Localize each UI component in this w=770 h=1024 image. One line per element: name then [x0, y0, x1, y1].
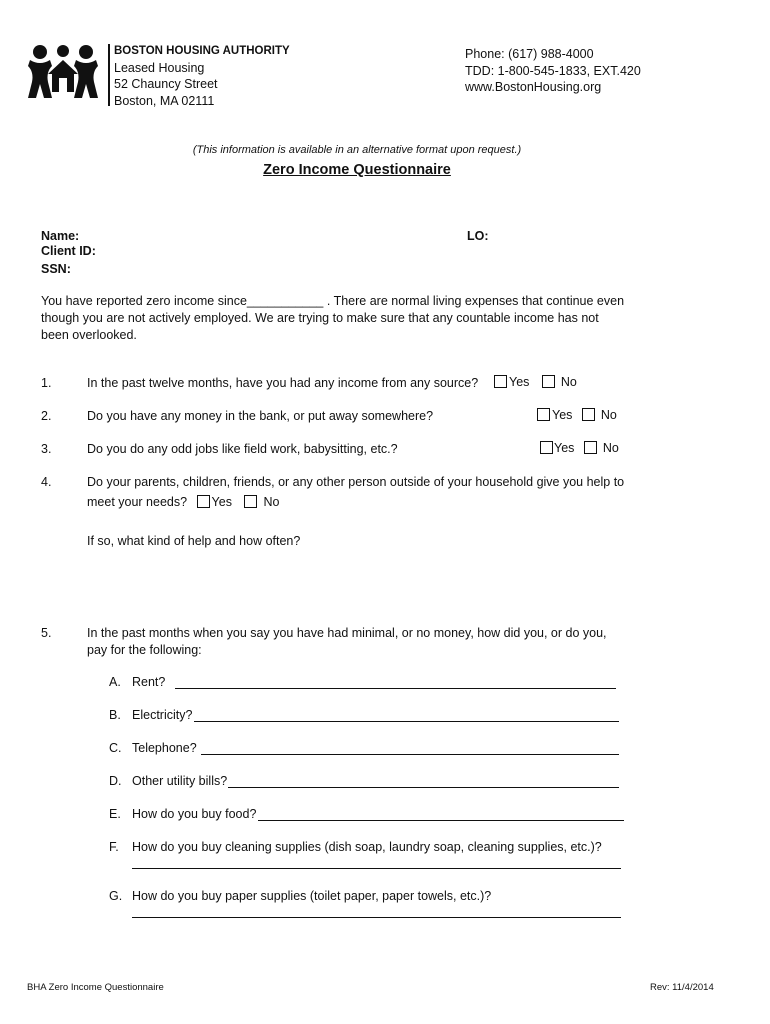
subitem-c-letter: C.: [109, 741, 122, 755]
question-4-followup: If so, what kind of help and how often?: [87, 534, 301, 548]
org-address-block: [114, 43, 290, 109]
contact-website: www.BostonHousing.org: [465, 80, 602, 94]
question-3-number: 3.: [41, 442, 52, 456]
name-label: Name:: [41, 229, 80, 243]
question-2-answers: [537, 408, 617, 422]
intro-line-1: You have reported zero income since___________ . There are normal living expenses that continue even: [41, 294, 625, 308]
footer-revision: Rev: 11/4/2014: [650, 982, 714, 993]
subitem-e-letter: E.: [109, 807, 121, 821]
subitem-e-answer-line[interactable]: [258, 820, 624, 821]
question-1-answers: [494, 375, 577, 389]
header-divider: [108, 44, 110, 106]
q4-yes-label: Yes: [211, 495, 232, 509]
subitem-a-text: Rent?: [132, 675, 166, 689]
q1-no-label: No: [560, 375, 577, 389]
question-4-text: Do your parents, children, friends, or any other person outside of your household give you help to: [87, 475, 625, 489]
subitem-c-answer-line[interactable]: [201, 754, 619, 755]
subitem-f-text: How do you buy cleaning supplies (dish soap, laundry soap, cleaning supplies, etc.)?: [132, 840, 602, 854]
subitem-b-text: Electricity?: [132, 708, 193, 722]
q3-yes-checkbox[interactable]: [540, 441, 553, 454]
client-id-label: Client ID:: [41, 244, 96, 258]
subitem-f-answer-line[interactable]: [132, 868, 621, 869]
intro-line-3: been overlooked.: [41, 328, 137, 342]
question-4-number: 4.: [41, 475, 52, 489]
intro-paragraph: [41, 293, 624, 344]
subitem-e-text: How do you buy food?: [132, 807, 257, 821]
question-2-text: Do you have any money in the bank, or put away somewhere?: [87, 409, 434, 423]
subitem-b-answer-line[interactable]: [194, 721, 619, 722]
question-3-answers: [540, 441, 619, 455]
question-4-line-2: [87, 495, 279, 509]
question-4-text-2: meet your needs?: [87, 495, 188, 509]
footer-left: BHA Zero Income Questionnaire: [27, 982, 164, 993]
subitem-d-answer-line[interactable]: [228, 787, 619, 788]
q2-no-label: No: [600, 408, 617, 422]
subitem-d-letter: D.: [109, 774, 122, 788]
subitem-g-answer-line[interactable]: [132, 917, 621, 918]
bha-logo-icon: [26, 42, 100, 102]
subitem-g-text: How do you buy paper supplies (toilet paper, paper towels, etc.)?: [132, 889, 492, 903]
lo-label: LO:: [467, 229, 489, 243]
question-5-text-2: pay for the following:: [87, 643, 202, 657]
ssn-label: SSN:: [41, 262, 71, 276]
subitem-a-letter: A.: [109, 675, 121, 689]
subitem-b-letter: B.: [109, 708, 121, 722]
question-5-number: 5.: [41, 626, 52, 640]
question-3-text: Do you do any odd jobs like field work, babysitting, etc.?: [87, 442, 398, 456]
q3-no-label: No: [602, 441, 619, 455]
org-name: BOSTON HOUSING AUTHORITY: [114, 45, 290, 57]
q1-yes-label: Yes: [509, 375, 530, 389]
q3-yes-label: Yes: [554, 441, 575, 455]
q1-no-checkbox[interactable]: [542, 375, 555, 388]
intro-line-2: though you are not actively employed. We are trying to make sure that any countable income has not: [41, 311, 599, 325]
alt-format-note: (This information is available in an alternative format upon request.): [192, 144, 522, 156]
q2-yes-label: Yes: [552, 408, 573, 422]
q2-no-checkbox[interactable]: [582, 408, 595, 421]
org-city: Boston, MA 02111: [114, 93, 215, 108]
contact-tdd: TDD: 1-800-545-1833, EXT.420: [465, 63, 641, 78]
contact-phone: Phone: (617) 988-4000: [465, 47, 594, 61]
q4-yes-checkbox[interactable]: [197, 495, 210, 508]
q4-no-label: No: [263, 495, 280, 509]
q1-yes-checkbox[interactable]: [494, 375, 507, 388]
question-1-number: 1.: [41, 376, 52, 390]
page-title: Zero Income Questionnaire: [263, 162, 451, 178]
q4-no-checkbox[interactable]: [244, 495, 257, 508]
subitem-g-letter: G.: [109, 889, 123, 903]
subitem-f-letter: F.: [109, 840, 119, 854]
subitem-d-text: Other utility bills?: [132, 774, 228, 788]
contact-block: [465, 46, 641, 96]
subitem-c-text: Telephone?: [132, 741, 197, 755]
question-2-number: 2.: [41, 409, 52, 423]
org-street: 52 Chauncy Street: [114, 77, 218, 91]
q3-no-checkbox[interactable]: [584, 441, 597, 454]
question-1-text: In the past twelve months, have you had any income from any source?: [87, 376, 479, 390]
q2-yes-checkbox[interactable]: [537, 408, 550, 421]
subitem-a-answer-line[interactable]: [175, 688, 616, 689]
org-dept: Leased Housing: [114, 60, 205, 75]
question-5-text: In the past months when you say you have had minimal, or no money, how did you, or do you,: [87, 626, 607, 640]
